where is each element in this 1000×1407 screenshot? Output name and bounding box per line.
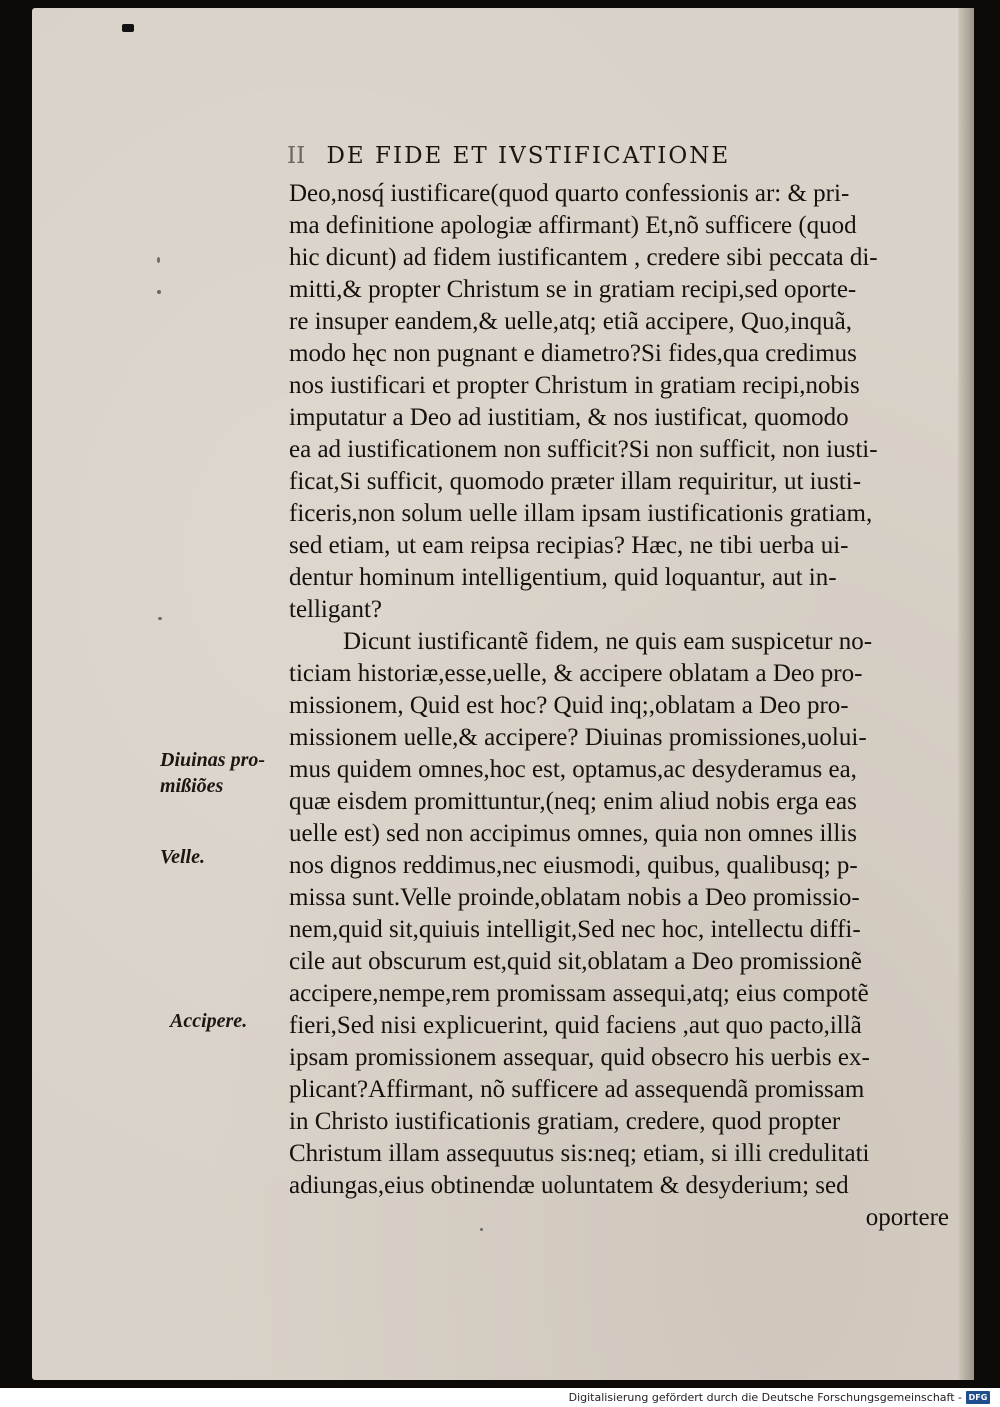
- ink-speck: [157, 290, 161, 294]
- text-line: ficat,Si sufficit, quomodo præter illam requiritur, ut iusti-: [289, 468, 862, 495]
- text-line: in Christo iustificationis gratiam, credere, quod propter: [289, 1108, 841, 1135]
- page-edge: [958, 8, 974, 1380]
- margin-note-velle: Velle.: [160, 846, 205, 868]
- text-line: mitti,& propter Christum se in gratiam recipi,sed oporte-: [289, 276, 857, 303]
- text-line: hic dicunt) ad fidem iustificantem , credere sibi peccata di-: [289, 244, 878, 271]
- ink-speck: [480, 1228, 483, 1231]
- text-line: modo hęc non pugnant e diametro?Si fides,qua credimus: [289, 340, 857, 367]
- text-line: fieri,Sed nisi explicuerint, quid faciens ,aut quo pacto,illã: [289, 1012, 862, 1039]
- text-line: missionem, Quid est hoc? Quid inq;,oblatam a Deo pro-: [289, 692, 849, 719]
- text-line: mus quidem omnes,hoc est, optamus,ac desyderamus ea,: [289, 756, 857, 783]
- ink-speck: [157, 257, 160, 263]
- text-line: Deo,nosq́ iustificare(quod quarto confessionis ar: & pri-: [289, 180, 850, 207]
- text-line: ipsam promissionem assequar, quid obsecro his uerbis ex-: [289, 1044, 870, 1071]
- ink-speck: [158, 617, 162, 620]
- margin-note-diuinas-line1: Diuinas pro-: [160, 749, 266, 771]
- running-head: [287, 143, 927, 173]
- text-line: missionem uelle,& accipere? Diuinas promissiones,uolui-: [289, 724, 867, 751]
- text-line: adiungas,eius obtinendæ uoluntatem & desyderium; sed: [289, 1172, 849, 1199]
- text-line: Christum illam assequutus sis:neq; etiam, si illi credulitati: [289, 1140, 870, 1167]
- text-line: nem,quid sit,quiuis intelligit,Sed nec hoc, intellectu diffi-: [289, 916, 861, 943]
- text-line: imputatur a Deo ad iustitiam, & nos iustificat, quomodo: [289, 404, 849, 431]
- text-line: re insuper eandem,& uelle,atq; etiã accipere, Quo,inquã,: [289, 308, 852, 335]
- text-line: cile aut obscurum est,quid sit,oblatam a Deo promissionẽ: [289, 948, 862, 975]
- corner-ink-mark: [122, 24, 134, 32]
- margin-note-accipere: Accipere.: [170, 1010, 248, 1032]
- text-line: telligant?: [289, 596, 383, 623]
- text-line: ficeris,non solum uelle illam ipsam iustificationis gratiam,: [289, 500, 873, 527]
- text-line: ea ad iustificationem non sufficit?Si non sufficit, non iusti-: [289, 436, 878, 463]
- running-head-prefix: II: [287, 143, 306, 169]
- dfg-logo: DFG: [966, 1391, 990, 1404]
- text-line: dentur hominum intelligentium, quid loquantur, aut in-: [289, 564, 837, 591]
- text-line: uelle est) sed non accipimus omnes, quia non omnes illis: [289, 820, 857, 847]
- text-line: ticiam historiæ,esse,uelle, & accipere oblatam a Deo pro-: [289, 660, 863, 687]
- running-head-title: DE FIDE ET IVSTIFICATIONE: [326, 143, 731, 169]
- margin-note-diuinas-line2: mißiões: [160, 775, 224, 797]
- catchword: oportere: [865, 1204, 949, 1231]
- footer-credit: Digitalisierung gefördert durch die Deutsche Forschungsgemeinschaft -: [568, 1391, 962, 1404]
- text-line-indented: Dicunt iustificantẽ fidem, ne quis eam suspicetur no-: [343, 628, 873, 655]
- text-line: missa sunt.Velle proinde,oblatam nobis a Deo promissio-: [289, 884, 860, 911]
- margin-note-diuinas: [160, 747, 265, 799]
- text-line: nos dignos reddimus,nec eiusmodi, quibus, qualibusq; p-: [289, 852, 858, 879]
- text-line: ma definitione apologiæ affirmant) Et,nõ sufficere (quod: [289, 212, 857, 239]
- text-line: quæ eisdem promittuntur,(neq; enim aliud nobis erga eas: [289, 788, 857, 815]
- text-line: nos iustificari et propter Christum in gratiam recipi,nobis: [289, 372, 860, 399]
- text-line: sed etiam, ut eam reipsa recipias? Hæc, ne tibi uerba ui-: [289, 532, 849, 559]
- text-line: accipere,nempe,rem promissam assequi,atq; eius compotẽ: [289, 980, 869, 1007]
- text-line: plicant?Affirmant, nõ sufficere ad assequendã promissam: [289, 1076, 865, 1103]
